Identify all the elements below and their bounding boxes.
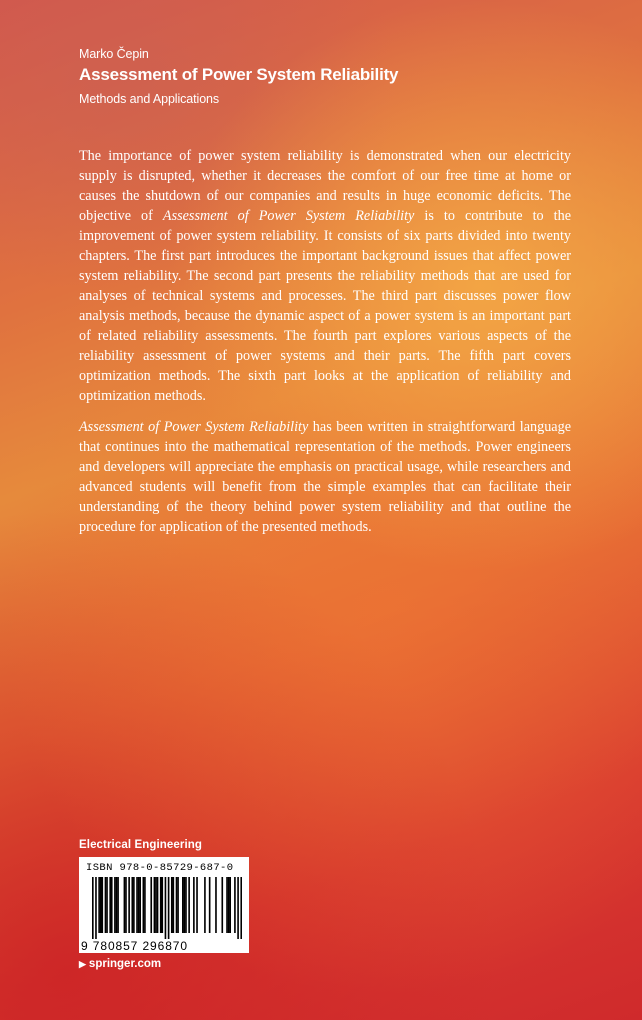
barcode-bar <box>100 877 102 933</box>
barcode-bars <box>92 877 242 939</box>
barcode-bar <box>136 877 138 933</box>
barcode-bar <box>157 877 159 933</box>
barcode-bar <box>182 877 184 933</box>
cover-header <box>79 46 398 107</box>
barcode-bar <box>98 877 100 933</box>
barcode-bar <box>204 877 206 933</box>
isbn-barcode <box>79 857 249 953</box>
barcode-bar <box>131 877 133 933</box>
barcode-bar <box>109 877 111 933</box>
barcode-bar <box>101 877 103 933</box>
publisher-website[interactable] <box>79 958 161 970</box>
barcode-bar <box>229 877 231 933</box>
barcode-bar <box>133 877 135 933</box>
barcode-bar <box>111 877 113 933</box>
blurb <box>79 146 571 548</box>
subject-category: Electrical Engineering <box>79 839 202 851</box>
barcode-bar <box>139 877 141 933</box>
isbn-number: ISBN 978-0-85729-687-0 <box>86 862 234 874</box>
barcode-bar <box>143 877 145 933</box>
barcode-bar <box>209 877 211 933</box>
barcode-bar <box>125 877 127 933</box>
barcode-bar <box>117 877 119 933</box>
barcode-bar <box>105 877 107 933</box>
barcode-bar <box>138 877 140 933</box>
barcode-bar <box>188 877 190 933</box>
barcode-bar <box>184 877 186 933</box>
barcode-bar <box>114 877 116 933</box>
barcode-bar <box>95 877 97 939</box>
barcode-bar <box>92 877 94 939</box>
barcode-bar <box>237 877 239 939</box>
barcode-bar <box>154 877 156 933</box>
author-name: Marko Čepin <box>79 47 149 61</box>
blurb-paragraph-1 <box>79 146 571 406</box>
book-title: Assessment of Power System Reliability <box>79 65 399 84</box>
barcode-bar <box>215 877 217 933</box>
barcode-bar <box>221 877 223 933</box>
barcode-bar <box>196 877 198 933</box>
barcode-bar <box>106 877 108 933</box>
barcode-bar <box>234 877 236 933</box>
barcode-bar <box>176 877 178 933</box>
blurb-paragraph-2 <box>79 417 571 537</box>
blurb-p2-text: has been written in straightforward language that continues into the mathematical representation of the methods. Power engineers and developers will appreciate the emphasis on practical usage, while researchers and advanced students will benefit from the simple examples that can facilitate their understanding of the theory behind power system reliability and that outline the procedure for application of the presented methods. <box>79 419 571 535</box>
barcode-bar <box>165 877 167 939</box>
barcode-bar <box>226 877 228 933</box>
barcode-bar <box>228 877 230 933</box>
barcode-bar <box>161 877 163 933</box>
barcode-bar <box>155 877 157 933</box>
barcode-bar <box>185 877 187 933</box>
barcode-bar <box>116 877 118 933</box>
barcode-digits: 9 780857 296870 <box>81 939 188 953</box>
barcode-bar <box>173 877 175 933</box>
barcode-bar <box>177 877 179 933</box>
barcode-bar <box>171 877 173 933</box>
blurb-p2-book-title: Assessment of Power System Reliability <box>79 419 309 435</box>
blurb-p1-book-title: Assessment of Power System Reliability <box>162 208 415 224</box>
barcode-bar <box>160 877 162 933</box>
blurb-p1-text-a: The importance of power system reliability is demonstrated when our electricity supply is disrupted, whether it decreases the comfort of our free time at home or causes the shutdown of our companies and results in huge economic deficits. The objective of <box>79 148 571 224</box>
blurb-p1-text-b: is to contribute to the improvement of power system reliability. It consists of six parts divided into twenty chapters. The first part introduces the important background issues that affect power system reliability. The second part presents the reliability methods that are used for analyses of technical systems and processes. The third part discusses power flow analysis methods, because the dynamic aspect of a power system is an important part of related reliability assessments. The fourth part explores various aspects of the reliability assessment of power systems and their parts. The fifth part covers optimization methods. The sixth part looks at the application of reliability and optimization methods. <box>79 208 571 404</box>
barcode-bar <box>193 877 195 933</box>
barcode-bar <box>124 877 126 933</box>
barcode-bar <box>240 877 242 939</box>
barcode-bar <box>168 877 170 939</box>
barcode-bar <box>128 877 130 933</box>
barcode-bar <box>144 877 146 933</box>
book-subtitle: Methods and Applications <box>79 92 220 106</box>
triangle-right-icon: ▶ <box>79 958 86 969</box>
website-label: springer.com <box>88 958 162 970</box>
barcode-bar <box>150 877 152 933</box>
